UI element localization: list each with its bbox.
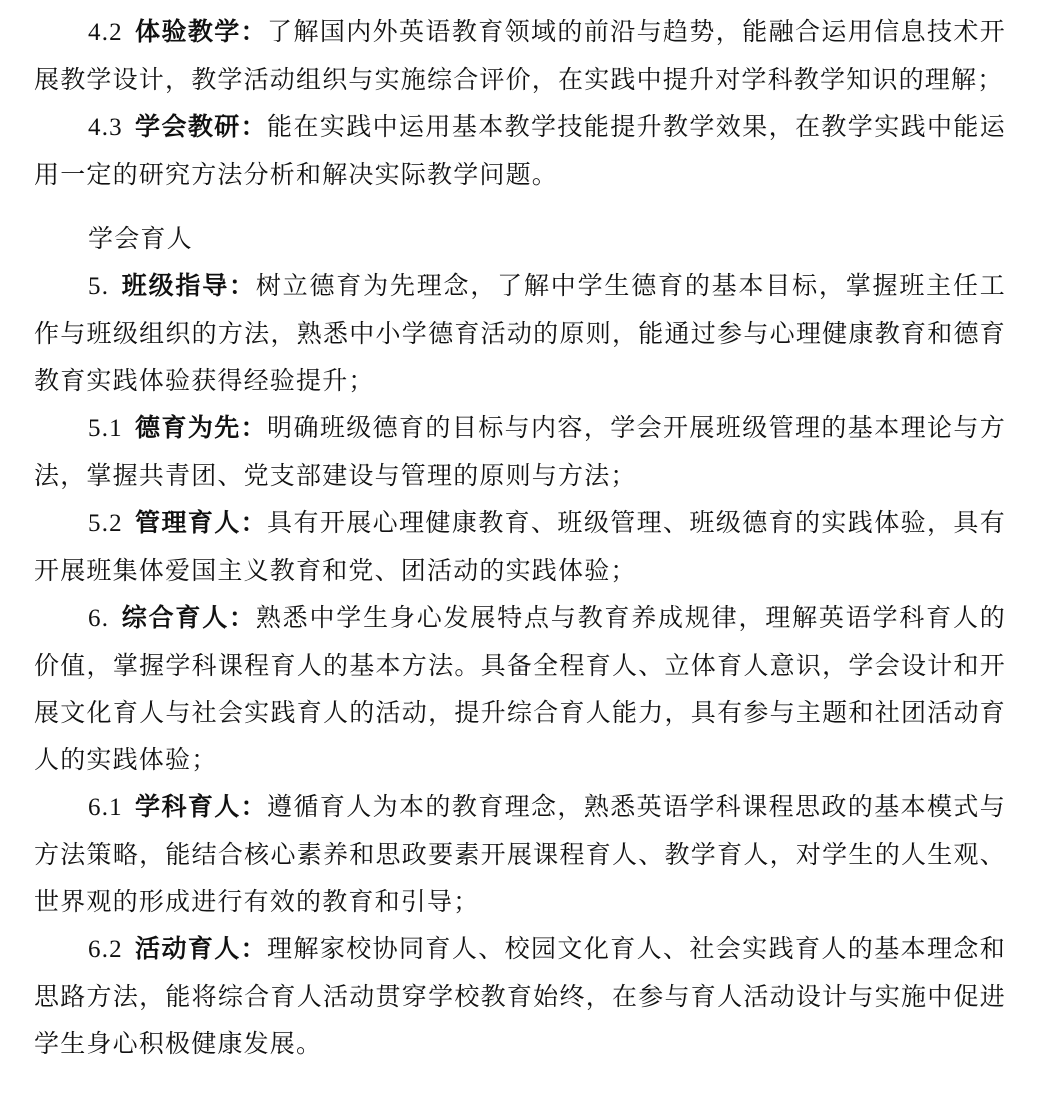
item-text: 遵循育人为本的教育理念，熟悉英语学科课程思政的基本模式与方法策略，能结合核心素养和思政要素开展课程育人、教学育人，对学生的人生观、世界观的形成进行有效的教育和引导；	[34, 792, 1006, 916]
item-number: 6.	[88, 605, 110, 632]
item-term: 德育为先：	[134, 413, 268, 442]
item-number: 5.2	[88, 510, 123, 537]
item-text: 理解家校协同育人、校园文化育人、社会实践育人的基本理念和思路方法，能将综合育人活动贯穿学校教育始终，在参与育人活动设计与实施中促进学生身心积极健康发展。	[34, 934, 1006, 1058]
paragraph-4-2	[34, 8, 1006, 103]
item-number: 5.	[88, 273, 110, 300]
item-text: 树立德育为先理念，了解中学生德育的基本目标，掌握班主任工作与班级组织的方法，熟悉中小学德育活动的原则，能通过参与心理健康教育和德育教育实践体验获得经验提升；	[34, 271, 1006, 395]
item-number: 4.2	[88, 19, 123, 46]
item-term: 学会教研：	[134, 112, 268, 141]
item-text: 熟悉中学生身心发展特点与教育养成规律，理解英语学科育人的价值，掌握学科课程育人的基本方法。具备全程育人、立体育人意识，学会设计和开展文化育人与社会实践育人的活动，提升综合育人能力，具有参与主题和社团活动育人的实践体验；	[34, 603, 1006, 774]
item-number: 4.3	[88, 114, 123, 141]
item-term: 学科育人：	[134, 792, 268, 821]
item-term: 活动育人：	[134, 934, 268, 963]
item-term: 班级指导：	[121, 271, 256, 300]
paragraph-5	[34, 262, 1006, 404]
section-heading: 学会育人	[88, 224, 193, 253]
paragraph-5-1	[34, 404, 1006, 499]
item-number: 5.1	[88, 415, 123, 442]
item-text: 明确班级德育的目标与内容，学会开展班级管理的基本理论与方法，掌握共青团、党支部建设与管理的原则与方法；	[34, 413, 1006, 490]
paragraph-6	[34, 594, 1006, 783]
item-text: 具有开展心理健康教育、班级管理、班级德育的实践体验，具有开展班集体爱国主义教育和党、团活动的实践体验；	[34, 508, 1006, 585]
item-number: 6.2	[88, 936, 123, 963]
item-term: 综合育人：	[121, 603, 256, 632]
paragraph-6-1	[34, 783, 1006, 925]
item-term: 体验教学：	[134, 17, 268, 46]
item-text: 能在实践中运用基本教学技能提升教学效果，在教学实践中能运用一定的研究方法分析和解决实际教学问题。	[34, 112, 1006, 189]
item-term: 管理育人：	[134, 508, 268, 537]
item-number: 6.1	[88, 794, 123, 821]
paragraph-5-2	[34, 499, 1006, 594]
paragraph-4-3	[34, 103, 1006, 198]
item-text: 了解国内外英语教育领域的前沿与趋势，能融合运用信息技术开展教学设计，教学活动组织与实施综合评价，在实践中提升对学科教学知识的理解；	[34, 17, 1006, 94]
paragraph-6-2	[34, 925, 1006, 1067]
